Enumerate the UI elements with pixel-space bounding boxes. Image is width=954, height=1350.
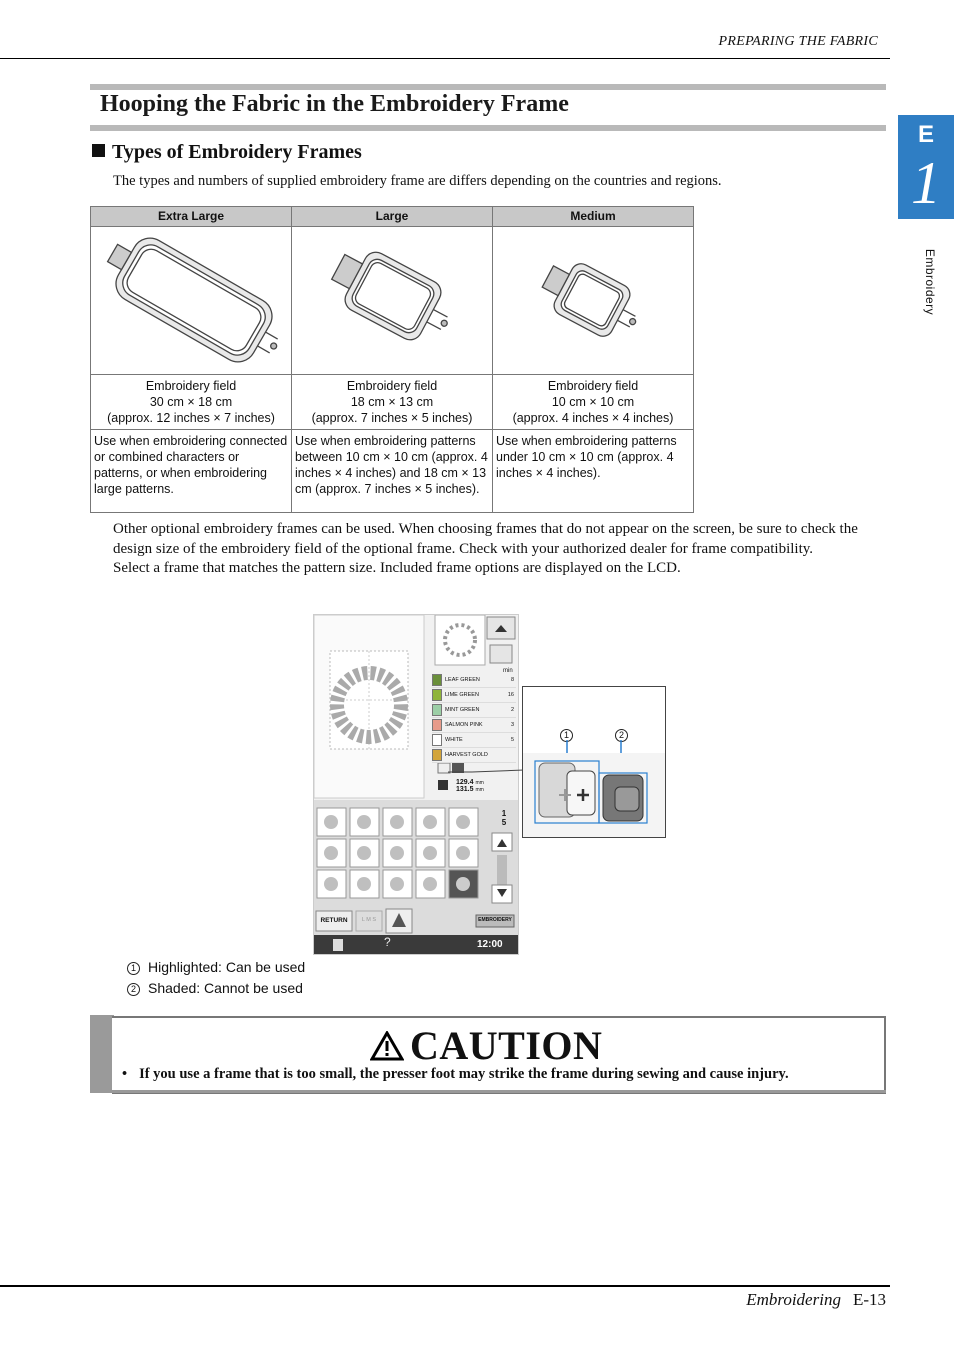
min-label: min [503, 668, 513, 674]
page-number-footer: E-13 [852, 1290, 886, 1309]
running-header: PREPARING THE FABRIC [718, 34, 878, 49]
subsection-title-text: Types of Embroidery Frames [112, 141, 362, 163]
field-label: Embroidery field [145, 379, 237, 393]
thread-color-row[interactable] [432, 688, 516, 703]
note-highlighted [127, 959, 305, 975]
width-value: 129.4 [456, 779, 474, 786]
pattern-thumbnail [423, 877, 437, 891]
return-button[interactable]: RETURN [320, 917, 348, 924]
clock: 12:00 [477, 939, 503, 950]
caution-title-text: CAUTION [410, 1023, 603, 1068]
extra-large-frame-illustration [94, 230, 288, 368]
pattern-thumbnail [357, 815, 371, 829]
subsection-title [92, 141, 362, 164]
medium-frame-illustration [496, 230, 690, 368]
field-label: Embroidery field [346, 379, 438, 393]
caution-item [122, 1066, 789, 1083]
thread-minutes: 16 [507, 692, 514, 698]
lms-button[interactable]: L M S [361, 917, 377, 923]
thread-minutes: 5 [510, 737, 514, 743]
lcd-screen-drawing [314, 615, 518, 954]
use-cell: Use when embroidering connected or combined characters or patterns, or when embroidering large patterns. [91, 430, 292, 513]
callout-mark-1: 1 [560, 726, 581, 744]
use-cell: Use when embroidering patterns between 10 cm × 10 cm (approx. 4 inches × 4 inches) and 18 cm × 13 cm (approx. 7 inches × 5 inches). [292, 430, 493, 513]
body-paragraph [113, 520, 885, 579]
help-button[interactable]: ? [384, 935, 391, 949]
field-imperial: (approx. 7 inches × 5 inches) [311, 411, 473, 425]
thread-minutes: 3 [510, 722, 514, 728]
chapter-letter: E [917, 121, 934, 148]
pattern-thumbnail [423, 846, 437, 860]
pattern-thumbnail [423, 815, 437, 829]
header-large: Large [292, 207, 493, 227]
note-mark: 1 [127, 962, 140, 975]
height-unit: mm [475, 787, 484, 793]
thread-color-row[interactable] [432, 673, 516, 688]
chapter-number: 1 [911, 150, 941, 216]
thread-minutes: 8 [510, 677, 514, 683]
bullet-square-icon [92, 144, 105, 157]
field-imperial: (approx. 4 inches × 4 inches) [512, 411, 674, 425]
pattern-thumbnail [357, 846, 371, 860]
size-readout [456, 779, 484, 793]
title-rule-bottom [90, 125, 886, 131]
large-frame-illustration [295, 230, 489, 368]
title-rule-top [90, 84, 886, 90]
thread-name: SALMON PINK [445, 722, 483, 728]
header-medium: Medium [493, 207, 694, 227]
frame-buttons-zoom [523, 687, 665, 837]
caution-bullet: • [122, 1066, 128, 1082]
thread-color-row[interactable] [432, 718, 516, 733]
footer-rule [0, 1285, 890, 1287]
paragraph-optional-frames: Other optional embroidery frames can be used. When choosing frames that do not appear on the screen, be sure to check the design size of the embroidery field of the optional frame. Check with your authorized dealer for frame compatibility. [113, 521, 858, 557]
caution-side-band [90, 1015, 114, 1091]
chapter-tab [898, 115, 954, 219]
pattern-thumbnail [456, 815, 470, 829]
thread-name: MINT GREEN [445, 707, 480, 713]
pattern-thumbnail [324, 846, 338, 860]
table-use-row [91, 430, 694, 513]
thread-swatch [432, 674, 442, 686]
caution-text: If you use a frame that is too small, the presser foot may strike the frame during sewing and cause injury. [139, 1066, 789, 1082]
thread-swatch [432, 704, 442, 716]
caution-bottom-rule [90, 1090, 886, 1093]
paragraph-select-frame: Select a frame that matches the pattern size. Included frame options are displayed on the LCD. [113, 560, 681, 576]
intro-text: The types and numbers of supplied embroidery frame are differs depending on the countries and regions. [113, 173, 722, 189]
field-metric: 18 cm × 13 cm [350, 395, 434, 409]
caution-title [370, 1022, 602, 1069]
pattern-thumbnail [456, 846, 470, 860]
frames-table [90, 206, 694, 513]
pattern-thumbnail [324, 815, 338, 829]
header-rule [0, 58, 890, 59]
field-metric: 30 cm × 18 cm [149, 395, 233, 409]
footer [746, 1290, 886, 1310]
note-shaded [127, 980, 303, 996]
thread-swatch [432, 689, 442, 701]
field-cell [91, 375, 292, 430]
thread-name: LIME GREEN [445, 692, 479, 698]
table-image-row [91, 227, 694, 375]
page-number: 1 [501, 809, 507, 818]
frame-selection-callout [522, 686, 666, 838]
pattern-thumbnail [390, 815, 404, 829]
thread-name: HARVEST GOLD [445, 752, 488, 758]
field-cell [493, 375, 694, 430]
thread-name: WHITE [445, 737, 463, 743]
pattern-thumbnail [390, 846, 404, 860]
thread-name: LEAF GREEN [445, 677, 480, 683]
thread-minutes: 2 [510, 707, 514, 713]
lcd-screen [313, 614, 519, 955]
field-label: Embroidery field [547, 379, 639, 393]
pattern-thumbnail [357, 877, 371, 891]
embroidery-button[interactable]: EMBROIDERY [478, 917, 512, 923]
note-text: Shaded: Cannot be used [148, 980, 303, 996]
table-field-row [91, 375, 694, 430]
pattern-thumbnail [390, 877, 404, 891]
header-extra-large: Extra Large [91, 207, 292, 227]
section-title: Hooping the Fabric in the Embroidery Frame [100, 91, 569, 117]
note-mark: 2 [127, 983, 140, 996]
chapter-side-label: Embroidery [923, 248, 937, 316]
page-total: 5 [501, 818, 507, 827]
pattern-thumbnail [324, 877, 338, 891]
table-header-row [91, 207, 694, 227]
field-cell [292, 375, 493, 430]
height-value: 131.5 [456, 786, 474, 793]
pattern-thumbnail [456, 877, 470, 891]
frame-image-cell [91, 227, 292, 375]
frame-image-cell [292, 227, 493, 375]
use-cell: Use when embroidering patterns under 10 cm × 10 cm (approx. 4 inches × 4 inches). [493, 430, 694, 513]
warning-triangle-icon [370, 1031, 404, 1061]
field-imperial: (approx. 12 inches × 7 inches) [107, 411, 275, 425]
thread-color-row[interactable] [432, 703, 516, 718]
callout-mark-2: 2 [615, 726, 636, 744]
footer-section: Embroidering [746, 1290, 841, 1309]
field-metric: 10 cm × 10 cm [551, 395, 635, 409]
page-indicator [497, 809, 511, 827]
thread-swatch [432, 719, 442, 731]
note-text: Highlighted: Can be used [148, 959, 306, 975]
frame-image-cell [493, 227, 694, 375]
width-unit: mm [475, 780, 484, 786]
